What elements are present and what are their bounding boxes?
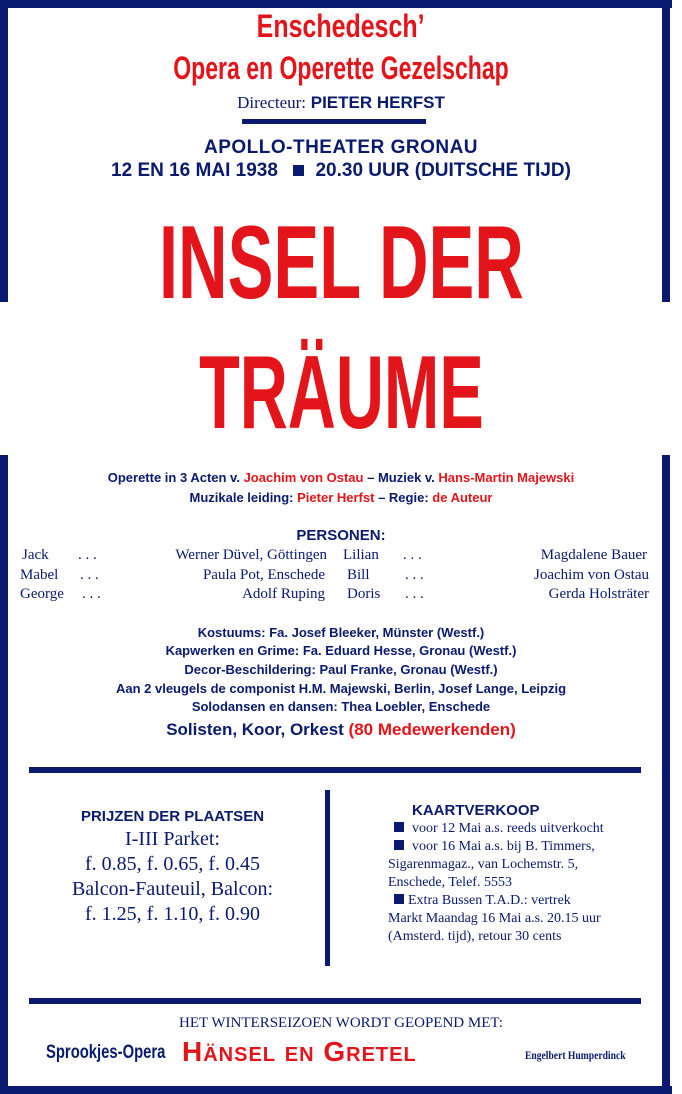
footer-opera-title: Hänsel en Gretel [182, 1036, 417, 1067]
company-line2: Opera en Operette Gezelschap [173, 50, 509, 86]
ensemble-line: Solisten, Koor, Orkest (80 Medewerkenden) [166, 720, 516, 739]
dots: . . . [78, 547, 97, 563]
dots: . . . [82, 586, 101, 602]
role: Mabel [20, 567, 59, 583]
cast-row-2 [0, 567, 682, 587]
square-bullet-icon [394, 822, 404, 832]
prices-heading: PRIJZEN DER PLAATSEN [80, 808, 265, 825]
role: Jack [22, 547, 49, 563]
venue-datetime: 12 EN 16 MAI 1938 20.30 UUR (DUITSCHE TIJD) [111, 160, 571, 181]
square-bullet-icon [394, 894, 404, 904]
prices-block [30, 808, 315, 926]
cast-row-1 [0, 547, 682, 567]
title-line2: TRÄUME [198, 335, 484, 451]
production-line: Kostuums: Fa. Josef Bleeker, Münster (Westf.) [197, 625, 485, 640]
border-top [0, 0, 672, 8]
square-bullet-icon [394, 840, 404, 850]
season-line: HET WINTERSEIZOEN WORDT GEOPEND MET: [179, 1015, 503, 1031]
ticket-item-text: Enschede, Telef. 5553 [388, 875, 512, 890]
ticket-item: voor 16 Mai a.s. bij B. Timmers, [394, 839, 658, 855]
tickets-heading: KAARTVERKOOP [412, 802, 540, 819]
price-line: f. 0.85, f. 0.65, f. 0.45 [85, 853, 260, 875]
actor: Werner Düvel, Göttingen [175, 547, 327, 563]
footer-opera-line [0, 1036, 682, 1070]
title-line1: INSEL DER [158, 205, 524, 321]
border-bottom [0, 1086, 672, 1094]
ticket-item-text: Sigarenmagaz., van Lochemstr. 5, [388, 857, 579, 872]
ticket-item: Extra Bussen T.A.D.: vertrek [394, 893, 658, 909]
role: Bill [347, 567, 370, 583]
production-line: Aan 2 vleugels de componist H.M. Majewski, Berlin, Josef Lange, Leipzig [115, 681, 567, 696]
tickets-block [388, 802, 658, 945]
actor: Paula Pot, Enschede [202, 567, 325, 583]
venue-theater: APOLLO-THEATER GRONAU [203, 137, 479, 158]
director-line: Directeur: PIETER HERFST [237, 93, 445, 112]
price-line: Balcon-Fauteuil, Balcon: [71, 878, 274, 900]
production-line: Kapwerken en Grime: Fa. Eduard Hesse, Gronau (Westf.) [165, 643, 517, 658]
footer-genre: Sprookjes-Opera [46, 1042, 166, 1063]
cast-row-3 [0, 586, 682, 606]
production-line: Decor-Beschildering: Paul Franke, Gronau (Westf.) [184, 662, 498, 677]
section-divider [29, 767, 641, 773]
dots: . . . [80, 567, 99, 583]
company-line1: Enschedesch’ [257, 8, 425, 44]
dots: . . . [403, 547, 422, 563]
ticket-item-text: Markt Maandag 16 Mai a.s. 20.15 uur [388, 911, 601, 926]
production-line: Solodansen en dansen: Thea Loebler, Enschede [191, 699, 491, 714]
credits-line1: Operette in 3 Acten v. Joachim von Ostau – Muziek v. Hans-Martin Majewski [107, 470, 575, 485]
dots: . . . [405, 586, 424, 602]
actor: Magdalene Bauer [540, 547, 647, 563]
footer-divider [29, 998, 641, 1004]
role: George [20, 586, 64, 602]
role: Lilian [343, 547, 379, 563]
ticket-item-text: (Amsterd. tijd), retour 30 cents [388, 929, 562, 944]
actor: Joachim von Ostau [534, 567, 649, 583]
credits-line2: Muzikale leiding: Pieter Herfst – Regie: de Auteur [189, 490, 493, 505]
footer-composer: Engelbert Humperdinck [525, 1048, 626, 1062]
actor: Adolf Ruping [242, 586, 325, 602]
actor: Gerda Holsträter [548, 586, 649, 602]
price-line: f. 1.25, f. 1.10, f. 0.90 [85, 903, 260, 925]
header-divider [242, 119, 426, 124]
vertical-divider [325, 790, 330, 966]
price-line: I-III Parket: [125, 828, 220, 850]
square-bullet-icon [293, 165, 304, 176]
ticket-item: voor 12 Mai a.s. reeds uitverkocht [394, 821, 658, 837]
role: Doris [347, 586, 381, 602]
dots: . . . [405, 567, 424, 583]
personen-heading: PERSONEN: [296, 527, 386, 544]
